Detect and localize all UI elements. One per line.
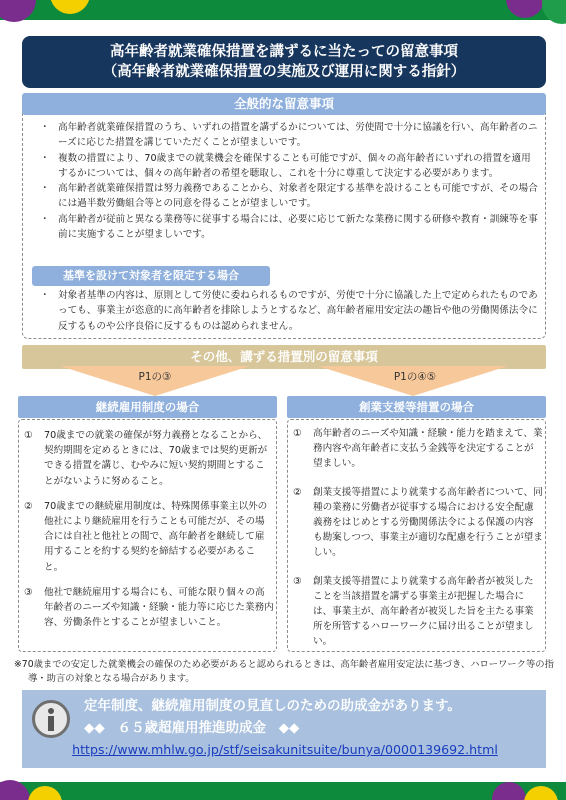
list-item <box>32 120 540 151</box>
list-item-text: 70歳までの就業の確保が努力義務となることから、契約期間を定めるときには、70歳までは契約更新ができる措置を講じ、むやみに短い契約期間とすることがないように努めること。 <box>44 430 268 487</box>
bullet-dot: ・ <box>40 122 50 133</box>
subsidy-headline: 定年制度、継続雇用制度の見直しのための助成金があります。 <box>84 698 461 714</box>
continued-employment-list <box>24 428 274 630</box>
list-item <box>293 426 543 472</box>
bottom-green-bar <box>0 782 566 800</box>
list-item <box>32 151 540 182</box>
list-item-text: 対象者基準の内容は、原則として労使に委ねられるものですが、労使で十分に協議した上で定められたものであっても、事業主が恣意的に高年齢者を排除しようとするなど、高年齢者雇用安定法の趣旨や他の労働関係法令に反するものや公序良俗に反するものは認められません。 <box>58 290 538 332</box>
info-icon <box>32 700 70 738</box>
list-item <box>293 574 543 650</box>
list-item-text: 高年齢者が従前と異なる業務等に従事する場合には、必要に応じて新たな業務に関する研修や教育・訓練等を事前に実施することが望ましいです。 <box>58 213 538 241</box>
target-criteria-list <box>32 288 540 334</box>
bullet-dot: ・ <box>40 152 50 164</box>
list-item <box>24 585 274 631</box>
business-support-heading: 創業支援等措置の場合 <box>287 396 546 418</box>
other-notes-banner: その他、講ずる措置別の留意事項 <box>22 345 546 369</box>
list-item <box>32 212 540 243</box>
item-number: ① <box>293 428 302 439</box>
list-item <box>293 485 543 561</box>
general-notes-list <box>32 120 540 242</box>
list-item-text: 複数の措置により、70歳までの就業機会を確保することも可能ですが、個々の高年齢者にいずれの措置を適用するかについては、個々の高年齢者の希望を聴取し、これを十分に尊重して決定する必要があります。 <box>58 152 531 179</box>
target-criteria-heading: 基準を設けて対象者を限定する場合 <box>32 266 270 286</box>
list-item-text: 70歳までの継続雇用制度は、特殊関係事業主以外の他社により継続雇用を行うことも可能だが、その場合には自社と他社との間で、高年齢者を継続して雇用することを約する契約を締結する必要があること。 <box>44 500 268 573</box>
bullet-dot: ・ <box>40 290 50 301</box>
item-number: ② <box>293 486 302 498</box>
right-arrow-label: P1の④⑤ <box>393 371 437 383</box>
page-title-line2: （高年齢者就業確保措置の実施及び運用に関する指針） <box>102 64 466 80</box>
diamond-icon: ◆◆ <box>278 720 300 736</box>
top-right-green-circle <box>542 0 566 24</box>
left-arrow-label: P1の③ <box>138 371 172 383</box>
subsidy-name: ６５歳超雇用推進助成金 <box>117 720 266 736</box>
bullet-dot: ・ <box>40 213 50 225</box>
list-item <box>32 181 540 212</box>
page-title <box>22 36 546 88</box>
business-support-list <box>293 426 543 650</box>
subsidy-name-line <box>84 718 540 738</box>
subsidy-link[interactable]: https://www.mhlw.go.jp/stf/seisakunitsuite/bunya/0000139692.html <box>72 742 498 757</box>
list-item <box>24 428 274 489</box>
bullet-dot: ・ <box>40 183 50 195</box>
page-title-line1: 高年齢者就業確保措置を講ずるに当たっての留意事項 <box>110 44 458 60</box>
list-item-text: 高年齢者就業確保措置は努力義務であることから、対象者を限定する基準を設けることも可能ですが、その場合には過半数労働組合等との同意を得ることが望ましいです。 <box>58 183 538 210</box>
diamond-icon: ◆◆ <box>84 720 105 736</box>
list-item-text: 高年齢者のニーズや知識・経験・能力を踏まえて、業務内容や高年齢者に支払う金銭等を決定することが望ましい。 <box>313 428 543 470</box>
item-number: ① <box>24 430 33 441</box>
item-number: ③ <box>24 586 33 598</box>
list-item-text: 他社で継続雇用する場合にも、可能な限り個々の高年齢者のニーズや知識・経験・能力等に応じた業務内容、労働条件とすることが望ましいこと。 <box>44 586 274 629</box>
list-item-text: 創業支援等措置により就業する高年齢者について、同種の業務に労働者が従事する場合における安全配慮義務をはじめとする労働関係法令による保護の内容も勘案しつつ、事業主が適切な配慮を行うことが望ましい。 <box>313 486 543 559</box>
item-number: ② <box>24 500 33 512</box>
list-item <box>24 499 274 575</box>
continued-employment-heading: 継続雇用制度の場合 <box>18 396 277 418</box>
list-item-text: 高年齢者就業確保措置のうち、いずれの措置を講ずるかについては、労使間で十分に協議を行い、高年齢者のニーズに応じた措置を講じていただくことが望ましいです。 <box>58 122 538 149</box>
item-number: ③ <box>293 575 302 587</box>
list-item-text: 創業支援等措置により就業する高年齢者が被災したことを当該措置を講ずる事業主が把握した場合には、事業主が、高年齢者が被災した旨を主たる事業所を所管するハローワークに届け出ることが望ましい。 <box>313 575 534 648</box>
general-notes-heading: 全般的な留意事項 <box>22 93 546 115</box>
footnote: ※70歳までの安定した就業機会の確保のため必要があると認められるときは、高年齢者雇用安定法に基づき、ハローワーク等の指導・助言の対象となる場合があります。 <box>14 659 554 684</box>
list-item <box>32 288 540 334</box>
